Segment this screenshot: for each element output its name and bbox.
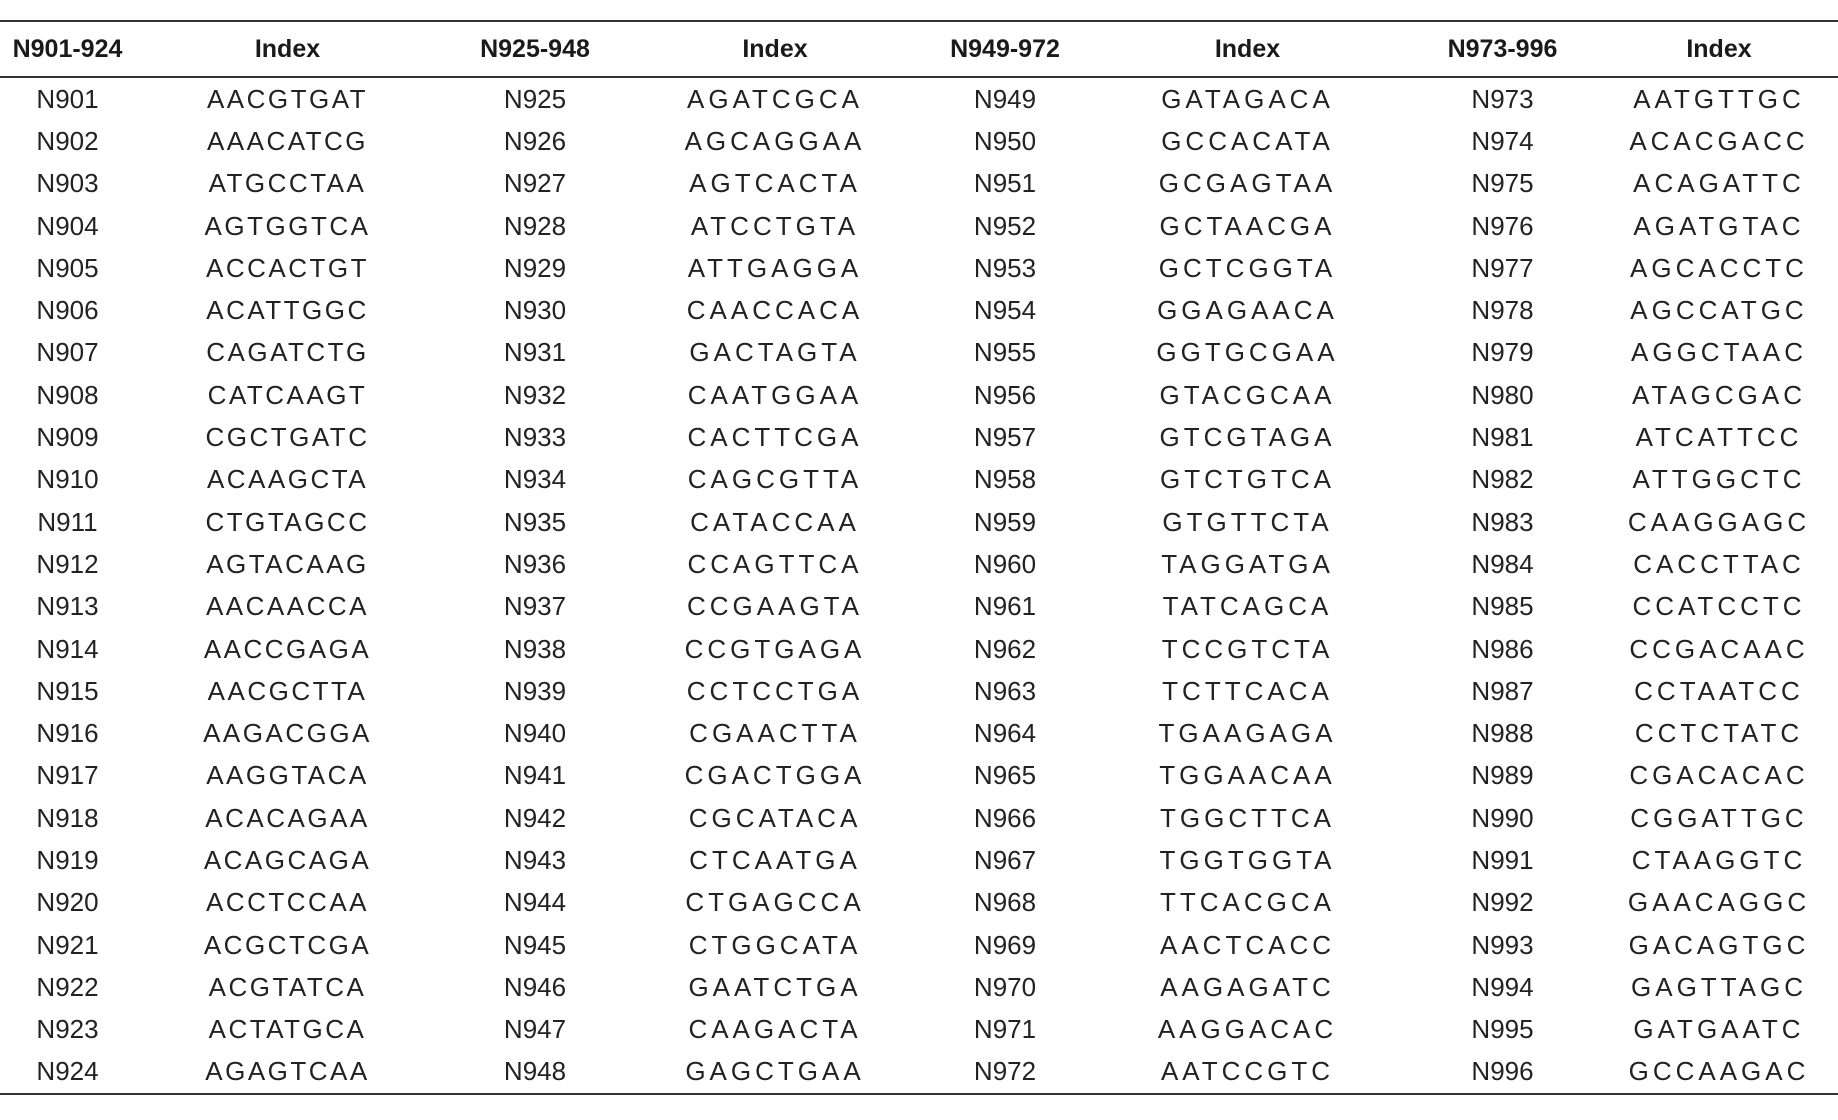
adapter-id-cell: N966 xyxy=(973,802,1037,833)
adapter-id-cell: N985 xyxy=(1471,591,1534,622)
index-sequence-cell: AACTCACC xyxy=(1159,929,1335,960)
index-sequence-cell: ACAAGCTA xyxy=(206,464,369,495)
adapter-id-cell: N953 xyxy=(973,252,1037,283)
table-row xyxy=(0,924,1838,966)
index-sequence-cell: ACCACTGT xyxy=(206,252,369,283)
adapter-id-cell: N968 xyxy=(973,887,1037,918)
adapter-id-cell: N967 xyxy=(973,844,1037,875)
adapter-id-cell: N912 xyxy=(36,548,99,579)
table-row xyxy=(0,459,1838,501)
index-sequence-cell: AAGACGGA xyxy=(203,718,372,749)
adapter-id-cell: N931 xyxy=(503,337,567,368)
adapter-id-cell: N911 xyxy=(37,506,98,537)
index-sequence-cell: TGGTGGTA xyxy=(1159,844,1336,875)
adapter-id-cell: N944 xyxy=(503,887,567,918)
adapter-id-cell: N922 xyxy=(36,971,99,1002)
adapter-id-cell: N951 xyxy=(973,168,1037,199)
adapter-id-cell: N975 xyxy=(1471,168,1534,199)
index-sequence-cell: GCGAGTAA xyxy=(1158,168,1337,199)
adapter-id-cell: N906 xyxy=(36,295,99,326)
index-sequence-cell: TCCGTCTA xyxy=(1161,633,1334,664)
adapter-id-cell: N919 xyxy=(36,844,99,875)
adapter-id-cell: N956 xyxy=(973,379,1037,410)
column-header-adapter-range: N973-996 xyxy=(1447,34,1558,63)
index-sequence-cell: TTCACGCA xyxy=(1160,887,1335,918)
table-row xyxy=(0,501,1838,543)
column-header-adapter-range: N949-972 xyxy=(950,34,1060,63)
adapter-id-cell: N945 xyxy=(503,929,567,960)
index-sequence-cell: ACGCTCGA xyxy=(203,929,372,960)
adapter-id-cell: N904 xyxy=(36,210,99,241)
index-sequence-cell: ACAGATTC xyxy=(1633,168,1805,199)
table-row xyxy=(0,77,1838,120)
adapter-id-cell: N952 xyxy=(973,210,1037,241)
adapter-id-cell: N964 xyxy=(973,718,1037,749)
adapter-id-cell: N977 xyxy=(1471,252,1534,283)
index-sequence-cell: CGGATTGC xyxy=(1630,802,1808,833)
column-header-index: Index xyxy=(742,34,808,63)
adapter-id-cell: N921 xyxy=(36,929,99,960)
column-header-index: Index xyxy=(1214,34,1281,63)
adapter-id-cell: N940 xyxy=(503,718,567,749)
adapter-id-cell: N926 xyxy=(503,125,567,156)
index-sequence-cell: CCGACAAC xyxy=(1629,633,1809,664)
table-row xyxy=(0,1051,1838,1094)
index-sequence-cell: CGACACAC xyxy=(1629,760,1809,791)
adapter-id-cell: N924 xyxy=(36,1056,99,1087)
index-sequence-cell: TGGCTTCA xyxy=(1160,802,1335,833)
adapter-id-cell: N961 xyxy=(973,591,1037,622)
adapter-id-cell: N934 xyxy=(503,464,567,495)
index-sequence-table xyxy=(0,20,1838,1095)
adapter-id-cell: N996 xyxy=(1471,1056,1534,1087)
adapter-id-cell: N957 xyxy=(973,422,1037,453)
adapter-id-cell: N948 xyxy=(503,1056,567,1087)
adapter-id-cell: N943 xyxy=(503,844,567,875)
index-sequence-cell: GTACGCAA xyxy=(1159,379,1336,410)
index-sequence-cell: CGCTGATC xyxy=(205,422,370,453)
table-body xyxy=(0,77,1838,1094)
adapter-id-cell: N916 xyxy=(36,718,99,749)
table-row xyxy=(0,755,1838,797)
adapter-id-cell: N963 xyxy=(973,675,1037,706)
index-sequence-cell: AATCCGTC xyxy=(1160,1056,1335,1087)
index-sequence-cell: CACTTCGA xyxy=(687,422,863,453)
adapter-id-cell: N970 xyxy=(973,971,1037,1002)
adapter-id-cell: N958 xyxy=(973,464,1037,495)
index-sequence-cell: GGTGCGAA xyxy=(1156,337,1339,368)
column-header-adapter-range: N901-924 xyxy=(12,34,123,63)
index-sequence-cell: AAGGTACA xyxy=(206,760,369,791)
adapter-id-cell: N971 xyxy=(973,1014,1037,1045)
adapter-id-cell: N939 xyxy=(503,675,567,706)
index-sequence-cell: CAAGGAGC xyxy=(1627,506,1811,537)
table-row xyxy=(0,247,1838,289)
adapter-id-cell: N927 xyxy=(503,168,567,199)
index-sequence-cell: CTGTAGCC xyxy=(205,506,370,537)
index-sequence-cell: GATGAATC xyxy=(1633,1014,1805,1045)
index-sequence-cell: CCAGTTCA xyxy=(687,548,863,579)
adapter-id-cell: N935 xyxy=(503,506,567,537)
table-row xyxy=(0,712,1838,754)
adapter-id-cell: N969 xyxy=(973,929,1037,960)
adapter-id-cell: N928 xyxy=(503,210,567,241)
adapter-id-cell: N936 xyxy=(503,548,567,579)
index-sequence-cell: AGATGTAC xyxy=(1633,210,1805,241)
index-sequence-cell: AGTGGTCA xyxy=(204,210,371,241)
adapter-id-cell: N959 xyxy=(973,506,1037,537)
adapter-id-cell: N923 xyxy=(36,1014,99,1045)
index-sequence-cell: CAGCGTTA xyxy=(687,464,863,495)
adapter-id-cell: N918 xyxy=(36,802,99,833)
adapter-id-cell: N974 xyxy=(1471,125,1534,156)
adapter-id-cell: N979 xyxy=(1471,337,1534,368)
adapter-id-cell: N942 xyxy=(503,802,567,833)
adapter-id-cell: N908 xyxy=(36,379,99,410)
adapter-id-cell: N938 xyxy=(503,633,567,664)
table-row xyxy=(0,205,1838,247)
adapter-id-cell: N988 xyxy=(1471,718,1534,749)
index-sequence-cell: CTCAATGA xyxy=(689,844,861,875)
index-sequence-cell: GTCTGTCA xyxy=(1160,464,1335,495)
index-sequence-cell: TAGGATGA xyxy=(1161,548,1334,579)
table-row xyxy=(0,628,1838,670)
adapter-id-cell: N905 xyxy=(36,252,99,283)
table-row xyxy=(0,797,1838,839)
index-sequence-cell: CCTCTATC xyxy=(1634,718,1804,749)
index-sequence-cell: CCGAAGTA xyxy=(687,591,863,622)
index-sequence-cell: GAATCTGA xyxy=(688,971,862,1002)
index-sequence-cell: ATGCCTAA xyxy=(208,168,367,199)
index-sequence-cell: AGATCGCA xyxy=(687,83,863,114)
adapter-id-cell: N947 xyxy=(503,1014,567,1045)
adapter-id-cell: N917 xyxy=(36,760,99,791)
index-sequence-cell: CAGATCTG xyxy=(206,337,369,368)
index-sequence-cell: AAGGACAC xyxy=(1157,1014,1338,1045)
adapter-id-cell: N989 xyxy=(1471,760,1534,791)
index-sequence-cell: CTAAGGTC xyxy=(1631,844,1807,875)
index-sequence-cell: TGAAGAGA xyxy=(1158,718,1337,749)
adapter-id-cell: N992 xyxy=(1471,887,1534,918)
adapter-id-cell: N932 xyxy=(503,379,567,410)
adapter-id-cell: N965 xyxy=(973,760,1037,791)
index-sequence-cell: GGAGAACA xyxy=(1157,295,1338,326)
adapter-id-cell: N941 xyxy=(503,760,567,791)
adapter-id-cell: N987 xyxy=(1471,675,1534,706)
table-row xyxy=(0,966,1838,1008)
adapter-id-cell: N910 xyxy=(36,464,99,495)
adapter-id-cell: N972 xyxy=(973,1056,1037,1087)
adapter-id-cell: N937 xyxy=(503,591,567,622)
adapter-id-cell: N909 xyxy=(36,422,99,453)
adapter-id-cell: N982 xyxy=(1471,464,1534,495)
index-sequence-cell: GCTAACGA xyxy=(1159,210,1336,241)
index-sequence-cell: CCGTGAGA xyxy=(684,633,866,664)
index-sequence-cell: AATGTTGC xyxy=(1633,83,1805,114)
adapter-id-cell: N933 xyxy=(503,422,567,453)
adapter-id-cell: N983 xyxy=(1471,506,1534,537)
adapter-id-cell: N993 xyxy=(1471,929,1534,960)
index-sequence-cell: CCTAATCC xyxy=(1634,675,1804,706)
index-sequence-cell: GAGCTGAA xyxy=(685,1056,865,1087)
index-sequence-cell: AGAGTCAA xyxy=(205,1056,370,1087)
adapter-id-cell: N981 xyxy=(1471,422,1534,453)
adapter-id-cell: N962 xyxy=(973,633,1037,664)
index-sequence-cell: GTGTTCTA xyxy=(1162,506,1333,537)
table-row xyxy=(0,374,1838,416)
table-row xyxy=(0,163,1838,205)
adapter-id-cell: N907 xyxy=(36,337,99,368)
index-sequence-cell: AGCAGGAA xyxy=(684,125,866,156)
index-sequence-cell: ATCATTCC xyxy=(1635,422,1803,453)
index-sequence-cell: GAGTTAGC xyxy=(1631,971,1807,1002)
table-row xyxy=(0,416,1838,458)
table-row xyxy=(0,332,1838,374)
adapter-id-cell: N973 xyxy=(1471,83,1534,114)
adapter-id-cell: N976 xyxy=(1471,210,1534,241)
adapter-id-cell: N994 xyxy=(1471,971,1534,1002)
index-sequence-cell: AACCGAGA xyxy=(203,633,372,664)
index-sequence-cell: AGTACAAG xyxy=(206,548,369,579)
index-sequence-cell: TCTTCACA xyxy=(1162,675,1333,706)
adapter-id-cell: N902 xyxy=(36,125,99,156)
adapter-id-cell: N903 xyxy=(36,168,99,199)
adapter-id-cell: N925 xyxy=(503,83,567,114)
header-row xyxy=(0,21,1838,77)
index-sequence-cell: ATTGAGGA xyxy=(687,252,863,283)
adapter-id-cell: N920 xyxy=(36,887,99,918)
index-sequence-cell: AGGCTAAC xyxy=(1631,337,1807,368)
adapter-id-cell: N914 xyxy=(36,633,99,664)
index-sequence-cell: CAACCACA xyxy=(686,295,864,326)
index-sequence-cell: CATCAAGT xyxy=(207,379,368,410)
index-sequence-cell: GAACAGGC xyxy=(1627,887,1811,918)
adapter-id-cell: N986 xyxy=(1471,633,1534,664)
index-sequence-cell: AAACATCG xyxy=(206,125,369,156)
index-sequence-cell: CCTCCTGA xyxy=(686,675,864,706)
index-sequence-cell: ACTATGCA xyxy=(208,1014,367,1045)
index-sequence-cell: GACTAGTA xyxy=(689,337,861,368)
index-sequence-cell: CTGGCATA xyxy=(688,929,862,960)
index-sequence-cell: CACCTTAC xyxy=(1633,548,1805,579)
adapter-id-cell: N915 xyxy=(36,675,99,706)
index-sequence-cell: TATCAGCA xyxy=(1162,591,1333,622)
column-header-index: Index xyxy=(254,34,321,63)
column-header-index: Index xyxy=(1686,34,1752,63)
table-row xyxy=(0,670,1838,712)
adapter-id-cell: N929 xyxy=(503,252,567,283)
table-row xyxy=(0,289,1838,331)
index-sequence-cell: AACGTGAT xyxy=(206,83,369,114)
index-sequence-cell: CGAACTTA xyxy=(689,718,861,749)
index-sequence-cell: GCTCGGTA xyxy=(1158,252,1337,283)
adapter-id-cell: N954 xyxy=(973,295,1037,326)
index-sequence-cell: AACGCTTA xyxy=(207,675,368,706)
table-row xyxy=(0,1009,1838,1051)
index-sequence-cell: CAAGACTA xyxy=(688,1014,862,1045)
index-sequence-cell: AAGAGATC xyxy=(1160,971,1335,1002)
index-sequence-cell: AACAACCA xyxy=(205,591,370,622)
adapter-id-cell: N950 xyxy=(973,125,1037,156)
index-sequence-cell: GTCGTAGA xyxy=(1159,422,1336,453)
index-sequence-cell: ACGTATCA xyxy=(208,971,367,1002)
adapter-id-cell: N990 xyxy=(1471,802,1534,833)
index-sequence-cell: ATAGCGAC xyxy=(1631,379,1807,410)
index-sequence-cell: CAATGGAA xyxy=(687,379,863,410)
table-row xyxy=(0,882,1838,924)
adapter-id-cell: N978 xyxy=(1471,295,1534,326)
adapter-id-cell: N930 xyxy=(503,295,567,326)
column-header-adapter-range: N925-948 xyxy=(480,34,590,63)
index-sequence-cell: GCCAAGAC xyxy=(1628,1056,1810,1087)
adapter-id-cell: N901 xyxy=(36,83,99,114)
table-header xyxy=(0,21,1838,77)
table-row xyxy=(0,120,1838,162)
index-sequence-cell: GCCACATA xyxy=(1161,125,1334,156)
index-sequence-cell: ACCTCCAA xyxy=(205,887,369,918)
adapter-id-cell: N946 xyxy=(503,971,567,1002)
adapter-id-cell: N955 xyxy=(973,337,1037,368)
table-row xyxy=(0,586,1838,628)
index-sequence-cell: ACATTGGC xyxy=(206,295,369,326)
adapter-id-cell: N984 xyxy=(1471,548,1534,579)
adapter-id-cell: N991 xyxy=(1471,844,1534,875)
index-sequence-cell: CATACCAA xyxy=(690,506,860,537)
adapter-id-cell: N995 xyxy=(1471,1014,1534,1045)
index-sequence-cell: CGACTGGA xyxy=(684,760,866,791)
index-sequence-cell: ACAGCAGA xyxy=(203,844,372,875)
index-sequence-cell: CTGAGCCA xyxy=(685,887,865,918)
index-sequence-cell: ACACAGAA xyxy=(205,802,370,833)
index-sequence-cell: CGCATACA xyxy=(688,802,862,833)
adapter-id-cell: N913 xyxy=(36,591,99,622)
index-sequence-cell: AGCCATGC xyxy=(1630,295,1808,326)
index-sequence-cell: CCATCCTC xyxy=(1632,591,1806,622)
table-row xyxy=(0,839,1838,881)
index-sequence-cell: GATAGACA xyxy=(1161,83,1334,114)
index-sequence-cell: TGGAACAA xyxy=(1159,760,1336,791)
index-sequence-cell: ATCCTGTA xyxy=(690,210,860,241)
table-row xyxy=(0,543,1838,585)
index-sequence-cell: ACACGACC xyxy=(1629,125,1809,156)
adapter-id-cell: N949 xyxy=(973,83,1037,114)
index-sequence-cell: AGCACCTC xyxy=(1630,252,1808,283)
index-sequence-cell: GACAGTGC xyxy=(1628,929,1810,960)
adapter-id-cell: N960 xyxy=(973,548,1037,579)
adapter-id-cell: N980 xyxy=(1471,379,1534,410)
index-sequence-cell: ATTGGCTC xyxy=(1632,464,1806,495)
index-sequence-cell: AGTCACTA xyxy=(689,168,861,199)
